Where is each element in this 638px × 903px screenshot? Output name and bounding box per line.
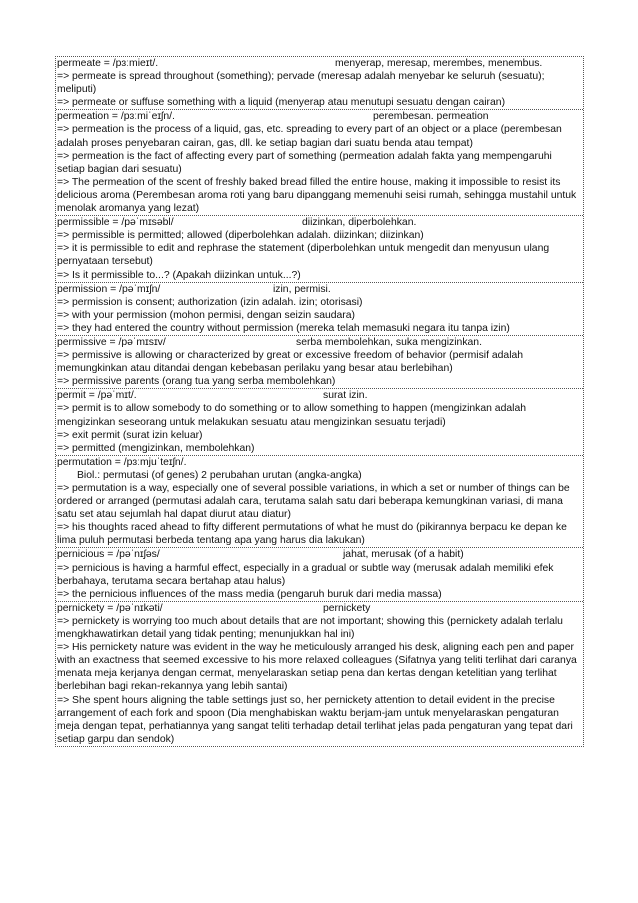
entry-line: => exit permit (surat izin keluar)	[57, 429, 203, 441]
entry-line: => pernickety is worrying too much about details that are not important; showing this (pernickety adalah terlalu mengkhawatirkan detail yang tidak penting; menunjukkan hal ini)	[57, 615, 563, 641]
entry-header	[57, 389, 582, 402]
entry-term: pernicious = /pəˈnɪʃəs/	[57, 549, 160, 561]
entry-line: => permeate is spread throughout (something); pervade (meresap adalah menyebar ke seluruh (sesuatu); meliputi)	[57, 71, 545, 96]
entry-header	[57, 57, 582, 70]
entry-term: permeation = /pɜːmiˈeɪʃn/.	[57, 111, 175, 123]
dictionary-page	[55, 56, 584, 747]
dictionary-entry	[56, 389, 583, 455]
entry-meaning: perembesan. permeation	[373, 111, 489, 123]
entry-line: => permissive parents (orang tua yang serba membolehkan)	[57, 376, 336, 388]
entry-line: => permutation is a way, especially one of several possible variations, in which a set or number of things can be ordered or arranged (permutasi adalah cara, terutama salah satu dari beberapa kemungkinan variasi, di mana satu set atau sejumlah hal dapat diurut atau diatur)	[57, 483, 570, 521]
entry-line: => his thoughts raced ahead to fifty different permutations of what he must do (pikirannya berpacu ke depan ke lima puluh permutasi berbeda tentang apa yang harus dia lakukan)	[57, 522, 567, 547]
dictionary-entry	[56, 110, 583, 216]
entry-header	[57, 602, 582, 615]
dictionary-entry	[56, 548, 583, 601]
entry-line: => permeation is the fact of affecting every part of something (permeation adalah fakta yang mempengaruhi setiap bagian dari sesuatu)	[57, 150, 552, 175]
entry-line: => they had entered the country without permission (mereka telah memasuki negara itu tanpa izin)	[57, 322, 510, 334]
dictionary-entry	[56, 57, 583, 110]
dictionary-entry	[56, 456, 583, 549]
entry-term: permeate = /pɜːmieɪt/.	[57, 58, 159, 69]
entry-header	[57, 456, 582, 469]
entry-line: => permission is consent; authorization (izin adalah. izin; otorisasi)	[57, 296, 363, 308]
entry-header	[57, 216, 582, 229]
entry-meaning: Biol.: permutasi (of genes) 2 perubahan urutan (angka-angka)	[77, 469, 362, 481]
entry-line: => permit is to allow somebody to do something or to allow something to happen (mengizinkan adalah mengizinkan seseorang untuk melakukan sesuatu atau mengizinkan sesuatu terjadi)	[57, 403, 527, 428]
entry-header	[57, 548, 582, 561]
entry-term: permission = /pəˈmɪʃn/	[57, 283, 161, 295]
entry-line: => Is it permissible to...? (Apakah diizinkan untuk...?)	[57, 269, 301, 281]
entry-line: => permeation is the process of a liquid, gas, etc. spreading to every part of an object or a place (perembesan adalah proses penyebaran cairan, gas, dll. ke setiap bagian dari suatu benda atau tempat)	[57, 124, 562, 149]
entry-term: pernickety = /pəˈnɪkəti/	[57, 602, 163, 614]
entry-line: => permissible is permitted; allowed (diperbolehkan adalah. diizinkan; diizinkan)	[57, 230, 424, 242]
entry-line: => She spent hours aligning the table settings just so, her pernickety attention to detail evident in the precise arrangement of each fork and spoon (Dia menghabiskan waktu berjam-jam untuk menyelaraskan pengaturan meja dengan tepat, perhatiannya yang sangat teliti terhadap detail terlihat jelas pada pengaturan yang tepat dari setiap garpu dan sendok)	[57, 694, 573, 745]
entry-header	[57, 336, 582, 349]
entry-line: => The permeation of the scent of freshly baked bread filled the entire house, making it impossible to resist its delicious aroma (Perembesan aroma roti yang baru dipanggang memenuhi seisi rumah, sehingga mustahil untuk menolak aromanya yang lezat)	[57, 176, 577, 215]
entry-line: => the pernicious influences of the mass media (pengaruh buruk dari media massa)	[57, 588, 442, 600]
entry-meaning: jahat, merusak (of a habit)	[343, 549, 464, 561]
entry-term: permissible = /pəˈmɪsəbl/	[57, 217, 174, 229]
dictionary-entry	[56, 336, 583, 389]
entry-line: => permeate or suffuse something with a liquid (menyerap atau menutupi sesuatu dengan cairan)	[57, 97, 506, 109]
entry-meaning: izin, permisi.	[273, 283, 331, 295]
entry-meaning: diizinkan, diperbolehkan.	[302, 217, 417, 229]
entry-meaning: surat izin.	[323, 390, 368, 402]
entry-line: => with your permission (mohon permisi, dengan seizin saudara)	[57, 309, 356, 321]
entry-line: => permitted (mengizinkan, membolehkan)	[57, 442, 255, 454]
entry-term: permutation = /pɜːmjuˈteɪʃn/.	[57, 456, 187, 468]
dictionary-entry	[56, 602, 583, 746]
dictionary-entry	[56, 216, 583, 282]
entry-line: => His pernickety nature was evident in the way he meticulously arranged his desk, aligning each pen and paper with an exactness that seemed excessive to his more relaxed colleagues (Sifatnya yang teliti terlihat dari caranya menata meja kerjanya dengan cermat, menyelaraskan setiap pena dan kertas dengan ketelitian yang terlihat berlebihan bagi rekan-rekannya yang lebih santai)	[57, 642, 577, 693]
entry-term: permissive = /pəˈmɪsɪv/	[57, 336, 166, 348]
entry-header	[57, 283, 582, 296]
entry-meaning: menyerap, meresap, merembes, menembus.	[335, 58, 543, 69]
dictionary-entry	[56, 283, 583, 336]
entry-header	[57, 110, 582, 123]
entry-line: => pernicious is having a harmful effect, especially in a gradual or subtle way (merusak adalah memiliki efek berbahaya, terutama secara bertahap atau halus)	[57, 562, 554, 587]
entry-meaning: serba membolehkan, suka mengizinkan.	[296, 336, 482, 348]
entry-meaning: pernickety	[323, 602, 371, 614]
entry-term: permit = /pəˈmɪt/.	[57, 390, 137, 402]
entry-line: => it is permissible to edit and rephrase the statement (diperbolehkan untuk mengedit dan menyusun ulang pernyataan tersebut)	[57, 243, 550, 268]
entry-line: => permissive is allowing or characterized by great or excessive freedom of behavior (permisif adalah memungkinkan atau ditandai dengan kebebasan perilaku yang besar atau berlebihan)	[57, 350, 524, 375]
